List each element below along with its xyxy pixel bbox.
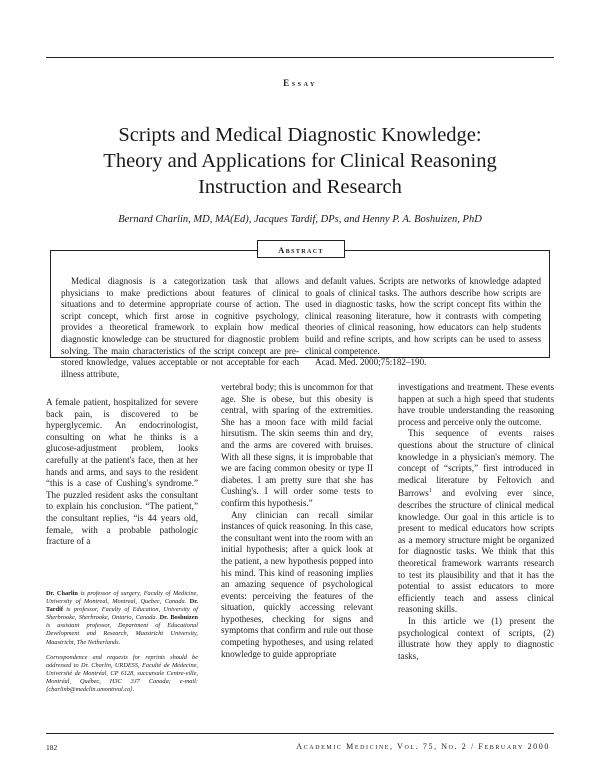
body-paragraph: Any clinician can recall similar instances of quick reasoning. In this case, the consultant went into the room with an initial hypothesis; after a quick look at the patient, a new hypothesis popped into his mind. This kind of reasoning implies an amazing sequence of psychological events: perceiving the features of the situation, quickly accessing relevant hypotheses, checking for signs and symptoms that confirm and rule out those competing hypotheses, and using related knowledge to guide appropriate <box>221 509 373 659</box>
author-line: Bernard Charlin, MD, MA(Ed), Jacques Tardif, DPs, and Henny P. A. Boshuizen, PhD <box>118 214 482 225</box>
abstract-column-right <box>305 276 541 369</box>
body-column-1 <box>46 397 198 548</box>
reference-superscript: 1 <box>428 488 432 495</box>
title-line-2: Theory and Applications for Clinical Reasoning <box>103 150 497 172</box>
abstract-column-left <box>61 276 299 380</box>
abstract-text-right: and default values. Scripts are networks of knowledge adapted to goals of clinical tasks. The authors describe how scripts are used in diagnostic tasks, how the script concept fits within the clinical reasoning literature, how it contrasts with competing theories of clinical reasoning, how educators can help students build and refine scripts, and how scripts can be used to assess clinical competence. <box>305 276 541 356</box>
affiliation-text: is professor of surgery, Faculty of Medicine, University of Montreal, Montreal, Quebec, Canada. <box>46 590 198 606</box>
author-footnote <box>46 590 198 701</box>
author-name: Dr. Boshuizen <box>159 614 198 622</box>
page-number: 182 <box>46 743 58 752</box>
affiliation-text: is assistant professor, Department of Educational Development and Research, Maastricht University, Maastricht, The Netherlands. <box>46 622 198 646</box>
abstract-label: Abstract <box>257 240 345 258</box>
affiliation-text: is professor, Faculty of Education, University of Sherbrooke, Sherbrooke, Ontario, Canada. <box>46 606 198 622</box>
body-paragraph: In this article we (1) present the psychological context of scripts, (2) illustrate how they apply to diagnostic tasks, <box>398 615 554 661</box>
top-rule <box>46 57 554 58</box>
author-name: Dr. Tardif <box>46 598 198 614</box>
title-line-1: Scripts and Medical Diagnostic Knowledge: <box>118 124 482 146</box>
author-name: Dr. Charlin <box>46 590 78 597</box>
article-title <box>60 122 540 200</box>
body-paragraph: vertebral body; this is uncommon for that age. She is obese, but this obesity is central, with sparing of the extremities. She has a moon face with mild facial hirsutism. The skin seems thin and dry, and the arms are covered with bruises. With all these signs, it is improbable that we are facing common obesity or type II diabetes. I am pretty sure that she has Cushing's. I will order some tests to confirm this hypothesis.” <box>221 382 373 508</box>
abstract-text-left: Medical diagnosis is a categorization task that allows physicians to make predictions about features of clinical situations and to determine appropriate course of action. The script concept, which first arose in cognitive psychology, provides a theoretical framework to explain how medical diagnostic knowledge can be structured for diagnostic problem solving. The main characteristics of the script concept are pre-stored knowledge, values acceptable or not acceptable for each illness attribute, <box>61 276 299 379</box>
footer-rule <box>46 733 554 734</box>
body-paragraph: investigations and treatment. These events happen at such a high speed that students have trouble understanding the reasoning process and perceive only the outcome. <box>398 382 554 427</box>
body-text: and evolving ever since, describes the structure of clinical medical knowledge. Our goal in this article is to present to medical educators how scripts as a memory structure might be organized for diagnostic tasks. We think that this theoretical framework warrants research to test its plausibility and that it has the potential to assist educators to more efficiently teach and assess clinical reasoning skills. <box>398 488 554 615</box>
body-paragraph: A female patient, hospitalized for severe back pain, is discovered to be hyperglycemic. An endocrinologist, consulting on what he thinks is a glucose-adjustment problem, looks carefully at the patient's face, then at her hands and arms, and says to the resident “this is a case of Cushing's syndrome.” The puzzled resident asks the consultant to explain his conclusion. “The patient,” the consultant replies, “is 44 years old, female, with a probable pathologic fracture of a <box>46 397 198 547</box>
journal-footer: Academic Medicine, Vol. 75, No. 2 / February 2000 <box>296 742 550 751</box>
section-label: Essay <box>283 78 317 88</box>
correspondence-note: Correspondence and requests for reprints should be addressed to Dr. Charlin, URDESS, Faculté de Médecine, Université de Montréal, CP 6128, succursale Centre-ville, Montréal, Québec, H3C 3J7 Canada; e-mail: ⟨charlinb@medclin.umontreal.ca⟩. <box>46 653 198 694</box>
affiliations-note <box>46 590 198 647</box>
body-text: This sequence of events raises questions about the structure of clinical knowledge in a physician's memory. The concept of “scripts,” first introduced in medical literature by Feltovich and Barrows <box>398 428 554 499</box>
abstract-box <box>50 245 550 379</box>
body-paragraph <box>398 428 554 616</box>
body-column-2 <box>221 382 373 660</box>
body-column-3 <box>398 382 554 662</box>
abstract-citation: Acad. Med. 2000;75:182–190. <box>315 357 427 368</box>
title-line-3: Instruction and Research <box>198 176 402 198</box>
